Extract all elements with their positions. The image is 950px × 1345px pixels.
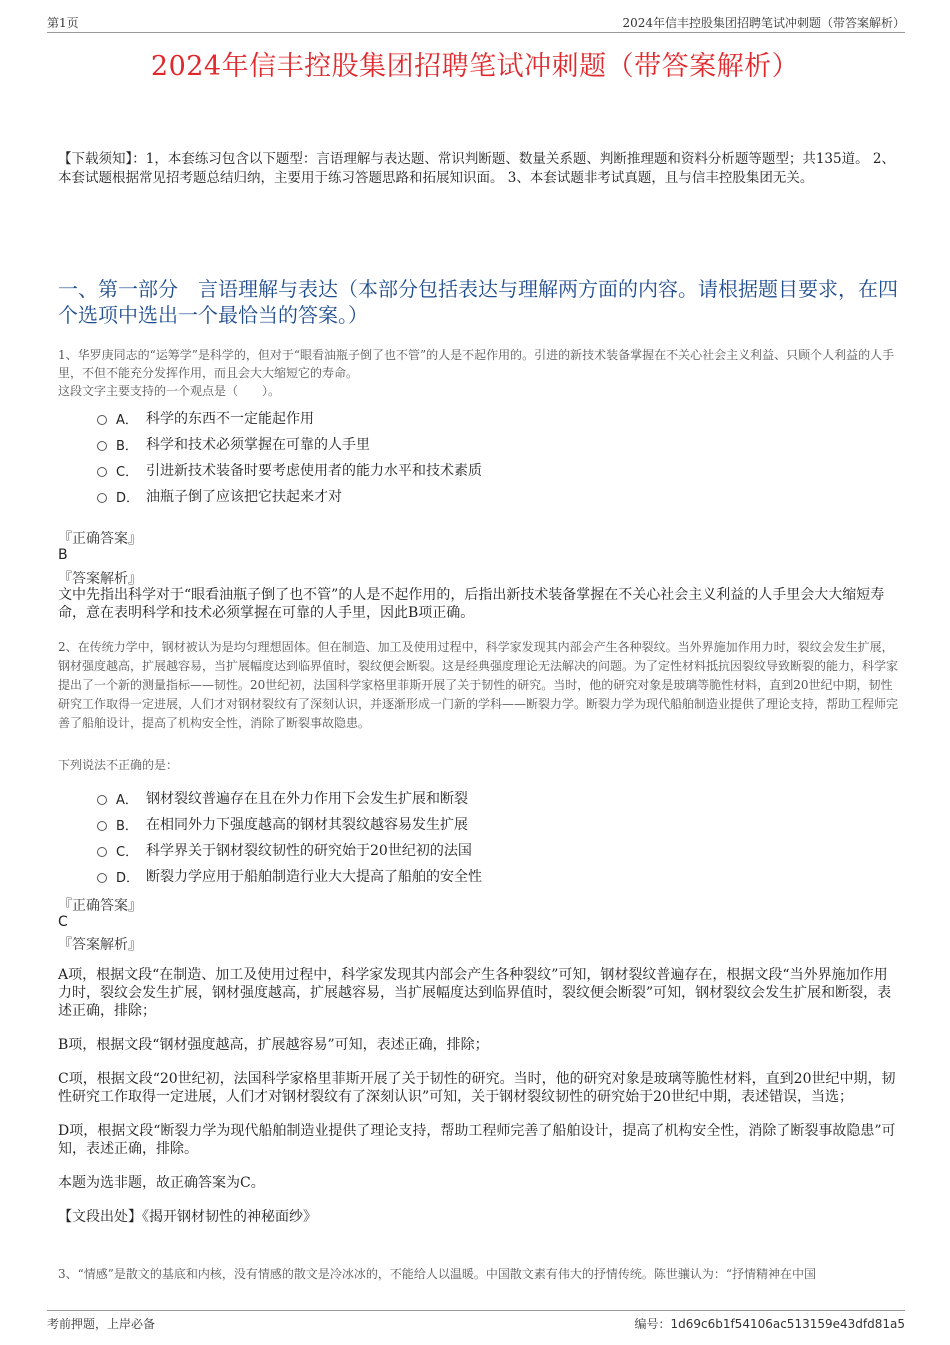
q1-option-c[interactable]: C． 引进新技术装备时要考虑使用者的能力水平和技术素质 (97, 457, 482, 483)
radio-icon[interactable] (97, 873, 107, 883)
question-2-prompt: 下列说法不正确的是： (58, 758, 179, 772)
page-number: 第1页 (47, 16, 79, 30)
q1-option-a[interactable]: A． 科学的东西不一定能起作用 (97, 405, 482, 431)
q2-conclusion: 本题为选非题，故正确答案为C。 (58, 1175, 265, 1191)
download-notice: 【下载须知】：1，本套练习包含以下题型：言语理解与表达题、常识判断题、数量关系题、判断推理题和资料分析题等题型；共135道。 2、本套试题根据常见招考题总结归纳，主要用于练习答题思路和拓展知识面。 3、本套试题非考试真题，且与信丰控股集团无关。 (58, 151, 895, 186)
header-doc-title: 2024年信丰控股集团招聘笔试冲刺题（带答案解析） (622, 16, 905, 30)
radio-icon[interactable] (97, 493, 107, 503)
q1-option-d[interactable]: D． 油瓶子倒了应该把它扶起来才对 (97, 483, 482, 509)
radio-icon[interactable] (97, 795, 107, 805)
question-1-options (97, 405, 482, 509)
footer-slogan: 考前押题，上岸必备 (47, 1317, 156, 1331)
q1-answer: B (58, 547, 68, 563)
footer-code-value: 1d69c6b1f54106ac513159e43dfd81a5 (670, 1317, 905, 1331)
section-title: 一、第一部分 言语理解与表达（本部分包括表达与理解两方面的内容。请根据题目要求，在四个选项中选出一个最恰当的答案。） (58, 277, 898, 327)
page-header (47, 12, 905, 33)
q2-option-d[interactable]: D． 断裂力学应用于船舶制造行业大大提高了船舶的安全性 (97, 863, 482, 889)
q2-analysis-d: D项，根据文段“断裂力学为现代船舶制造业提供了理论支持，帮助工程师完善了船舶设计，提高了机构安全性，消除了断裂事故隐患”可知，表述正确，排除。 (58, 1123, 896, 1157)
question-1 (58, 346, 900, 400)
q2-analysis-c: C项，根据文段“20世纪初，法国科学家格里菲斯开展了关于韧性的研究。当时，他的研究对象是玻璃等脆性材料，直到20世纪中期，韧性研究工作取得一定进展，人们才对钢材裂纹有了深刻认识”可知，关于钢材裂纹韧性的研究始于20世纪中期，表述错误，当选； (58, 1071, 896, 1105)
q2-option-b[interactable]: B． 在相同外力下强度越高的钢材其裂纹越容易发生扩展 (97, 811, 482, 837)
radio-icon[interactable] (97, 821, 107, 831)
question-2-options (97, 785, 482, 889)
footer-code-label: 编号： (634, 1317, 671, 1331)
page-footer (47, 1310, 905, 1333)
q1-answer-label: 『正确答案』 (58, 531, 142, 547)
radio-icon[interactable] (97, 847, 107, 857)
footer-code (634, 1315, 905, 1332)
q2-analysis-label: 『答案解析』 (58, 937, 142, 953)
q2-answer: C (58, 914, 68, 930)
q1-analysis-label: 『答案解析』 (58, 571, 142, 587)
q1-option-b[interactable]: B． 科学和技术必须掌握在可靠的人手里 (97, 431, 482, 457)
q1-analysis: 文中先指出科学对于“眼看油瓶子倒了也不管”的人是不起作用的，后指出新技术装备掌握在不关心社会主义利益的人手里会大大缩短寿命，意在表明科学和技术必须掌握在可靠的人手里，因此B项正确。 (58, 587, 885, 621)
q2-analysis-a: A项，根据文段“在制造、加工及使用过程中，科学家发现其内部会产生各种裂纹”可知，钢材裂纹普遍存在，根据文段“当外界施加作用力时，裂纹会发生扩展，钢材强度越高，扩展越容易，当扩展幅度达到临界值时，裂纹便会断裂”可知，钢材裂纹会发生扩展和断裂，表述正确，排除； (58, 967, 892, 1019)
q2-analysis-b: B项，根据文段“钢材强度越高，扩展越容易”可知，表述正确，排除； (58, 1037, 489, 1053)
q2-answer-label: 『正确答案』 (58, 898, 142, 914)
q2-option-c[interactable]: C． 科学界关于钢材裂纹韧性的研究始于20世纪初的法国 (97, 837, 482, 863)
question-1-prompt: 这段文字主要支持的一个观点是（ ）。 (58, 384, 281, 398)
radio-icon[interactable] (97, 415, 107, 425)
question-2-text: 2、在传统力学中，钢材被认为是均匀理想固体。但在制造、加工及使用过程中，科学家发现其内部会产生各种裂纹。当外界施加作用力时，裂纹会发生扩展，钢材强度越高，扩展越容易，当扩展幅度达到临界值时，裂纹便会断裂。这是经典强度理论无法解决的问题。为了定性材料抵抗因裂纹导致断裂的能力，科学家提出了一个新的测量指标——韧性。20世纪初，法国科学家格里菲斯开展了关于韧性的研究。当时，他的研究对象是玻璃等脆性材料，直到20世纪中期，韧性研究工作取得一定进展，人们才对钢材裂纹有了深刻认识，并逐渐形成一门新的学科——断裂力学。断裂力学为现代船舶制造业提供了理论支持，帮助工程师完善了船舶设计，提高了机构安全性，消除了断裂事故隐患。 (58, 640, 899, 730)
document-title: 2024年信丰控股集团招聘笔试冲刺题（带答案解析） (150, 51, 800, 82)
q2-source: 【文段出处】《揭开钢材韧性的神秘面纱》 (58, 1209, 317, 1225)
q2-option-a[interactable]: A． 钢材裂纹普遍存在且在外力作用下会发生扩展和断裂 (97, 785, 482, 811)
q2-analysis (58, 966, 900, 1242)
question-3-text: 3、“情感”是散文的基底和内核，没有情感的散文是冷冰冰的，不能给人以温暖。中国散文素有伟大的抒情传统。陈世骧认为：“抒情精神在中国 (58, 1267, 817, 1281)
radio-icon[interactable] (97, 441, 107, 451)
question-1-text: 1、华罗庚同志的“运筹学”是科学的，但对于“眼看油瓶子倒了也不管”的人是不起作用的。引进的新技术装备掌握在不关心社会主义利益、只顾个人利益的人手里，不但不能充分发挥作用，而且会大大缩短它的寿命。 (58, 348, 895, 380)
radio-icon[interactable] (97, 467, 107, 477)
